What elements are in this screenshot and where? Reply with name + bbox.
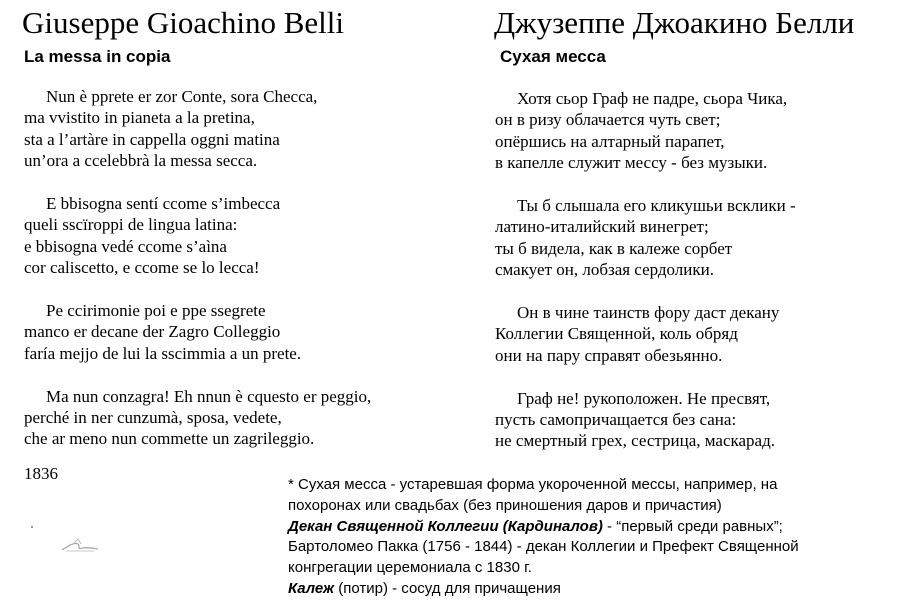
poem-line: Ты б слышала его кликушьи всклики - [517,196,796,216]
poem-line: латино-италийский винегрет; [495,217,709,237]
poem-line: пусть самопричащается без сана: [495,410,737,430]
note-line: конгрегации церемониала с 1830 г. [288,559,532,577]
poem-line: queli sscïroppi de lingua latina: [24,215,238,235]
poem-line: e bbisogna vedé ccome s’aìna [24,236,227,256]
note-term: Калеж [288,579,335,597]
right-poem-title: Сухая месса [500,47,606,66]
right-stanza-4 [495,388,796,452]
left-poem-title: La messa in copia [24,47,171,66]
poem-line: смакует он, лобзая сердолики. [495,260,714,280]
poem-line: faría mejjo de lui la sscimmia a un prete. [24,343,302,363]
note-text: - “первый среди равных”; [602,517,783,535]
poem-line: sta a l’artàre in cappella oggni matina [24,129,280,149]
poem-line: Pe ccirimonie poi e ppe ssegrete [46,301,266,321]
translation-notes [288,475,799,600]
note-line: * Сухая месса - устаревшая форма укороченной мессы, например, на [288,476,778,493]
right-stanza-3 [495,302,796,366]
poem-line: опёршись на алтарный парапет, [495,131,725,151]
left-author-heading: Giuseppe Gioachino Belli [22,5,344,40]
left-poem-text [24,86,371,471]
note-text: (потир) - сосуд для причащения [334,579,561,597]
poem-line: Nun è pprete er zor Conte, sora Checca, [46,87,318,106]
right-stanza-2 [495,195,796,281]
poem-line: E bbisogna sentí ccome s’imbecca [46,194,281,214]
left-stanza-1 [24,86,371,172]
note-line [288,517,799,538]
poem-line: не смертный грех, сестрица, маскарад. [495,431,775,451]
right-stanza-1 [495,88,796,174]
poem-line: ты б видела, как в калеже сорбет [495,238,733,258]
poem-line: Хотя сьор Граф не падре, сьора Чика, [517,89,788,108]
poem-line: он в ризу облачается чуть свет; [495,110,721,130]
note-term: Декан Священной Коллегии (Кардиналов) [288,517,603,535]
poem-line: они на пару справят обезьянно. [495,345,723,365]
poem-line: cor caliscetto, e ccome se lo lecca! [24,258,260,278]
note-line: Бартоломео Пакка (1756 - 1844) - декан Коллегии и Префект Священной [288,538,799,556]
poem-line: un’ora a ccelebbrà la messa secca. [24,151,258,171]
poem-year: 1836 [24,464,58,483]
poem-line: в капелле служит мессу - без музыки. [495,153,768,173]
poem-line: Он в чине таинств фору даст декану [517,303,780,323]
right-author-heading: Джузеппе Джоакино Белли [494,5,855,40]
signature-scribble-icon [28,520,108,560]
poem-line: Граф не! рукоположен. Не пресвят, [517,388,771,408]
poem-line: ma vvistito in pianeta a la pretina, [24,108,255,128]
left-stanza-4 [24,386,371,450]
left-stanza-3 [24,300,371,364]
poem-line: che ar meno nun commette un zagrileggio. [24,429,315,449]
poem-line: manco er decane der Zagro Colleggio [24,322,281,342]
right-poem-text [495,88,796,473]
note-line [288,579,799,600]
note-line: похоронах или свадьбах (без приношения даров и причастия) [288,496,722,514]
poem-line: Коллегии Священной, коль обряд [495,324,738,344]
left-stanza-2 [24,193,371,279]
poem-line: Ma nun conzagra! Eh nnun è cquesto er peggio, [46,386,372,406]
poem-line: perché in ner cunzumà, sposa, vedete, [24,408,282,428]
